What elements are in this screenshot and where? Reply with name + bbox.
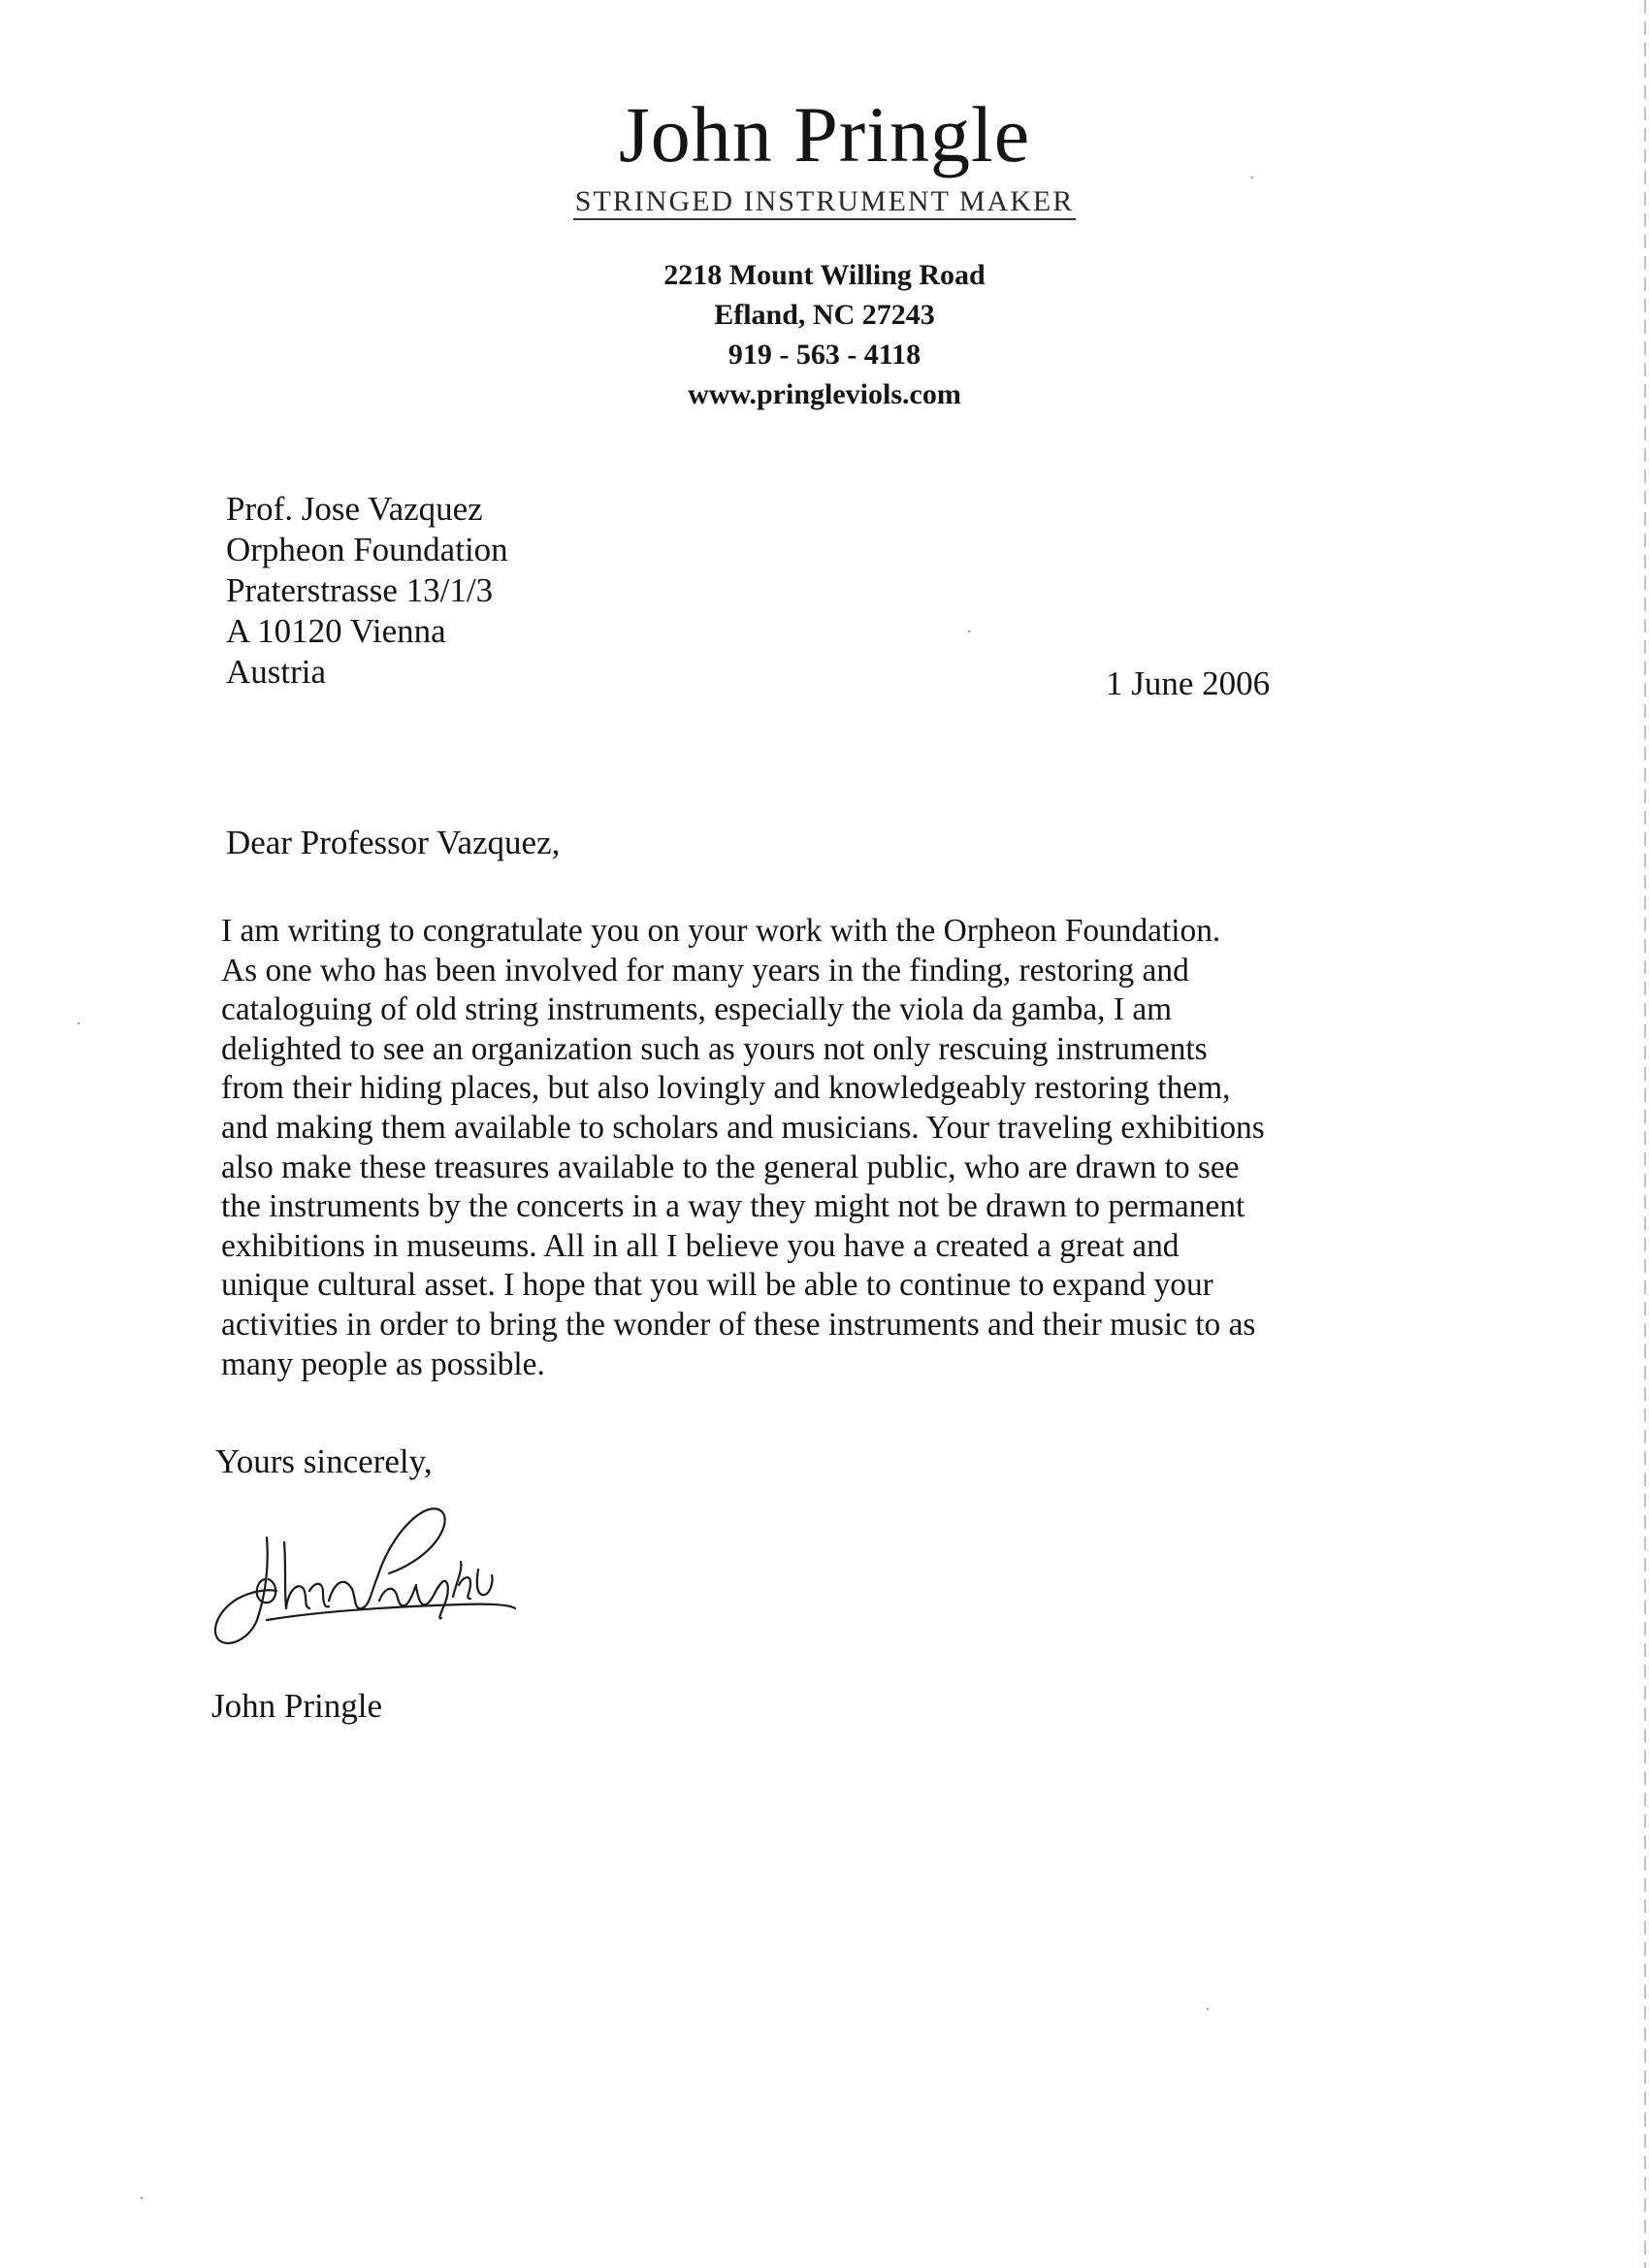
address-city: Efland, NC 27243 (714, 299, 935, 331)
letterhead-subtitle-text: STRINGED INSTRUMENT MAKER (573, 185, 1076, 220)
body-line: exhibitions in museums. All in all I believe you have a created a great and (221, 1227, 1180, 1264)
body-line: I am writing to congratulate you on your work with the Orpheon Foundation. (221, 913, 1221, 949)
body-line: also make these treasures available to the general public, who are drawn to see (221, 1149, 1240, 1185)
body-line: As one who has been involved for many years in the finding, restoring and (221, 952, 1189, 988)
letterhead-subtitle (0, 187, 1649, 216)
letter-date: 1 June 2006 (1106, 664, 1271, 702)
body-line: the instruments by the concerts in a way they might not be drawn to permanent (221, 1188, 1245, 1225)
scan-speck (1251, 177, 1253, 178)
letterhead-address (0, 255, 1649, 414)
body-line: cataloguing of old string instruments, especially the viola da gamba, I am (221, 991, 1173, 1028)
recipient-city: A 10120 Vienna (226, 612, 446, 650)
body-line: many people as possible. (221, 1345, 545, 1382)
closing: Yours sincerely, (215, 1442, 433, 1480)
body-line: from their hiding places, but also lovingly and knowledgeably restoring them, (221, 1070, 1231, 1107)
address-website: www.pringleviols.com (688, 378, 961, 410)
body-line: delighted to see an organization such as yours not only rescuing instruments (221, 1030, 1208, 1067)
scan-speck (1207, 2008, 1209, 2010)
recipient-block (226, 489, 508, 693)
recipient-street: Praterstrasse 13/1/3 (226, 571, 494, 609)
signer-name: John Pringle (211, 1687, 382, 1725)
letterhead-name: John Pringle (618, 90, 1031, 178)
address-street: 2218 Mount Willing Road (663, 259, 986, 291)
recipient-organization: Orpheon Foundation (226, 531, 508, 568)
address-phone: 919 - 563 - 4118 (728, 339, 922, 371)
salutation: Dear Professor Vazquez, (226, 824, 561, 861)
body-line: activities in order to bring the wonder of these instruments and their music to as (221, 1306, 1256, 1343)
scan-speck (141, 2197, 143, 2199)
letter-body (221, 912, 1414, 1384)
scan-speck (968, 631, 970, 632)
handwritten-signature (209, 1484, 519, 1669)
body-line: and making them available to scholars and musicians. Your traveling exhibitions (221, 1109, 1265, 1146)
body-line: unique cultural asset. I hope that you will be able to continue to expand your (221, 1267, 1213, 1304)
scan-speck (78, 1022, 80, 1024)
recipient-name: Prof. Jose Vazquez (226, 490, 483, 528)
recipient-country: Austria (226, 653, 327, 691)
